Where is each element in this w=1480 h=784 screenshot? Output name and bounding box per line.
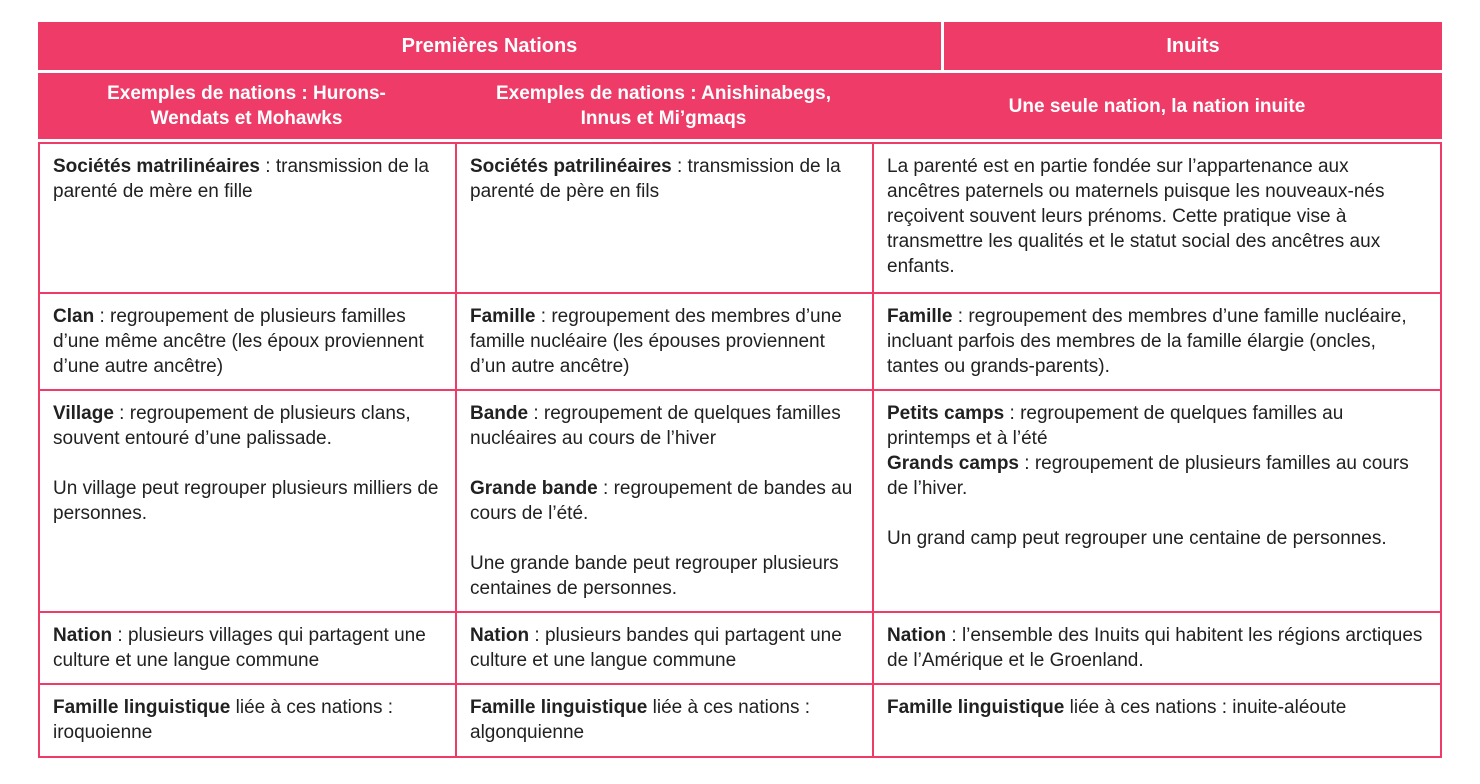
blank-line — [470, 526, 856, 551]
subheader-label: Exemples de nations : Hurons-Wendats et Mohawks — [107, 83, 386, 129]
blank-line — [53, 451, 439, 476]
cell-paragraph: Sociétés patrilinéaires : transmission de la parenté de père en fils — [470, 156, 841, 202]
cell-paragraph: Une grande bande peut regrouper plusieurs centaines de personnes. — [470, 553, 839, 599]
header-label-premieres-nations: Premières Nations — [401, 34, 578, 57]
table-row — [40, 685, 1440, 756]
cell-paragraph: Nation : plusieurs villages qui partagent une culture et une langue commune — [53, 625, 426, 671]
table-row — [40, 391, 1440, 613]
subheader-cell-nation-inuite — [872, 73, 1442, 139]
header-label-inuits: Inuits — [1166, 34, 1220, 57]
subheader-label: Une seule nation, la nation inuite — [1008, 95, 1306, 117]
table-cell-r3c2 — [457, 391, 874, 611]
table-cell-r3c1 — [40, 391, 457, 611]
table-cell-r5c2 — [457, 685, 874, 756]
table-cell-r2c1 — [40, 294, 457, 389]
table-cell-r1c2 — [457, 144, 874, 292]
cell-paragraph: Petits camps : regroupement de quelques familles au printemps et à l’été — [887, 403, 1344, 449]
table-cell-r2c2 — [457, 294, 874, 389]
table-row — [40, 294, 1440, 391]
table-row — [40, 144, 1440, 294]
table-cell-r1c1 — [40, 144, 457, 292]
table-cell-r3c3 — [874, 391, 1440, 611]
blank-line — [470, 451, 856, 476]
header-row-top — [38, 22, 1442, 70]
cell-paragraph: Un grand camp peut regrouper une centaine de personnes. — [887, 528, 1387, 549]
cell-paragraph: Un village peut regrouper plusieurs milliers de personnes. — [53, 478, 439, 524]
cell-paragraph: Clan : regroupement de plusieurs familles d’une même ancêtre (les époux proviennent d’une autre ancêtre) — [53, 306, 424, 377]
cell-paragraph: Famille : regroupement des membres d’une famille nucléaire, incluant parfois des membres de la famille élargie (oncles, tantes ou grands-parents). — [887, 306, 1407, 377]
table-cell-r1c3 — [874, 144, 1440, 292]
cell-paragraph: Nation : l’ensemble des Inuits qui habitent les régions arctiques de l’Amérique et le Groenland. — [887, 625, 1423, 671]
header-row-sub — [38, 73, 1442, 139]
cell-paragraph: Bande : regroupement de quelques familles nucléaires au cours de l’hiver — [470, 403, 841, 449]
table-body — [38, 142, 1442, 758]
header-cell-inuits — [944, 22, 1442, 70]
cell-paragraph: Famille linguistique liée à ces nations : iroquoienne — [53, 697, 394, 743]
cell-paragraph: Famille linguistique liée à ces nations : inuite-aléoute — [887, 697, 1347, 718]
cell-paragraph: Grands camps : regroupement de plusieurs familles au cours de l’hiver. — [887, 453, 1409, 499]
subheader-label: Exemples de nations : Anishinabegs, Innus et Mi’gmaqs — [495, 83, 832, 129]
table-cell-r5c1 — [40, 685, 457, 756]
subheader-cell-hurons-wendats-mohawks — [38, 73, 455, 139]
table-cell-r4c3 — [874, 613, 1440, 683]
comparison-table — [38, 22, 1442, 758]
cell-paragraph: La parenté est en partie fondée sur l’appartenance aux ancêtres paternels ou maternels puisque les nouveaux-nés reçoivent souvent leurs prénoms. Cette pratique vise à transmettre les qualités et le statut social des ancêtres aux enfants. — [887, 156, 1385, 277]
table-cell-r4c1 — [40, 613, 457, 683]
cell-paragraph: Nation : plusieurs bandes qui partagent une culture et une langue commune — [470, 625, 842, 671]
table-cell-r2c3 — [874, 294, 1440, 389]
cell-paragraph: Grande bande : regroupement de bandes au cours de l’été. — [470, 478, 853, 524]
table-cell-r4c2 — [457, 613, 874, 683]
subheader-cell-anishinabegs-innus-migmaqs — [455, 73, 872, 139]
table-cell-r5c3 — [874, 685, 1440, 756]
table-row — [40, 613, 1440, 685]
blank-line — [887, 501, 1424, 526]
cell-paragraph: Famille linguistique liée à ces nations : algonquienne — [470, 697, 811, 743]
cell-paragraph: Village : regroupement de plusieurs clans, souvent entouré d’une palissade. — [53, 403, 411, 449]
cell-paragraph: Sociétés matrilinéaires : transmission de la parenté de mère en fille — [53, 156, 429, 202]
header-cell-premieres-nations — [38, 22, 944, 70]
cell-paragraph: Famille : regroupement des membres d’une famille nucléaire (les épouses proviennent d’un autre ancêtre) — [470, 306, 842, 377]
